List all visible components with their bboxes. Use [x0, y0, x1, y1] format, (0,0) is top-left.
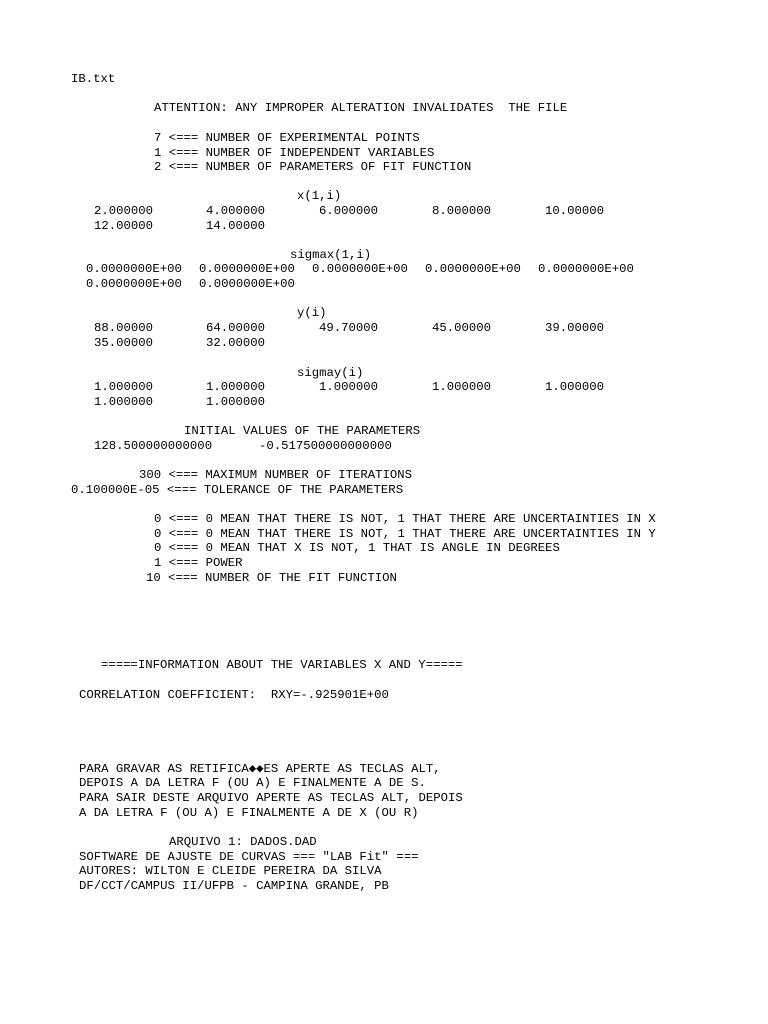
archive-line: ARQUIVO 1: DADOS.DAD [169, 835, 317, 849]
y-value: 64.00000 [206, 321, 266, 335]
x-value: 2.000000 [94, 204, 154, 218]
max-iterations-line: 300 <=== MAXIMUM NUMBER OF ITERATIONS [139, 468, 413, 482]
footer-line: SOFTWARE DE AJUSTE DE CURVAS === "LAB Fit" === [79, 850, 419, 864]
instruction-line: A DA LETRA F (OU A) E FINALMENTE A DE X (OU R) [79, 806, 419, 820]
instruction-line: DEPOIS A DA LETRA F (OU A) E FINALMENTE A DE S. [79, 776, 426, 790]
param-parameters: 2 <=== NUMBER OF PARAMETERS OF FIT FUNCTION [154, 160, 472, 174]
param-variables: 1 <=== NUMBER OF INDEPENDENT VARIABLES [154, 146, 435, 160]
sigmay-value: 1.000000 [545, 380, 605, 394]
y-value: 35.00000 [94, 336, 154, 350]
option-line: 0 <=== 0 MEAN THAT THERE IS NOT, 1 THAT THERE ARE UNCERTAINTIES IN Y [154, 527, 656, 541]
attention-line: ATTENTION: ANY IMPROPER ALTERATION INVALIDATES THE FILE [154, 101, 568, 115]
instruction-line: PARA GRAVAR AS RETIFICA◆◆ES APERTE AS TECLAS ALT, [79, 762, 441, 776]
option-line: 0 <=== 0 MEAN THAT THERE IS NOT, 1 THAT THERE ARE UNCERTAINTIES IN X [154, 512, 656, 526]
y-value: 32.00000 [206, 336, 266, 350]
sigmax-label: sigmax(1,i) [290, 248, 372, 262]
tolerance-line: 0.100000E-05 <=== TOLERANCE OF THE PARAMETERS [71, 483, 404, 497]
sigmax-value: 0.0000000E+00 [86, 262, 182, 276]
option-line: 10 <=== NUMBER OF THE FIT FUNCTION [146, 571, 397, 585]
option-line: 0 <=== 0 MEAN THAT X IS NOT, 1 THAT IS ANGLE IN DEGREES [154, 541, 560, 555]
footer-line: DF/CCT/CAMPUS II/UFPB - CAMPINA GRANDE, PB [79, 879, 389, 893]
x-label: x(1,i) [297, 189, 342, 203]
sigmax-value: 0.0000000E+00 [425, 262, 521, 276]
sigmax-value: 0.0000000E+00 [199, 277, 295, 291]
y-value: 49.70000 [319, 321, 379, 335]
filename: IB.txt [71, 72, 116, 86]
x-value: 10.00000 [545, 204, 605, 218]
sigmay-value: 1.000000 [206, 395, 266, 409]
sigmax-value: 0.0000000E+00 [538, 262, 634, 276]
info-header: =====INFORMATION ABOUT THE VARIABLES X AND Y===== [101, 658, 463, 672]
sigmay-value: 1.000000 [432, 380, 492, 394]
x-value: 14.00000 [206, 219, 266, 233]
y-label: y(i) [297, 306, 327, 320]
sigmax-value: 0.0000000E+00 [199, 262, 295, 276]
x-value: 6.000000 [319, 204, 379, 218]
sigmax-value: 0.0000000E+00 [86, 277, 182, 291]
y-value: 39.00000 [545, 321, 605, 335]
instruction-line: PARA SAIR DESTE ARQUIVO APERTE AS TECLAS ALT, DEPOIS [79, 791, 463, 805]
initial-value: -0.517500000000000 [259, 439, 392, 453]
sigmay-value: 1.000000 [206, 380, 266, 394]
option-line: 1 <=== POWER [154, 556, 243, 570]
footer-line: AUTORES: WILTON E CLEIDE PEREIRA DA SILVA [79, 864, 382, 878]
correlation-line: CORRELATION COEFFICIENT: RXY=-.925901E+00 [79, 688, 389, 702]
param-points: 7 <=== NUMBER OF EXPERIMENTAL POINTS [154, 131, 420, 145]
x-value: 4.000000 [206, 204, 266, 218]
initial-value: 128.500000000000 [94, 439, 213, 453]
sigmay-value: 1.000000 [319, 380, 379, 394]
y-value: 88.00000 [94, 321, 154, 335]
sigmay-label: sigmay(i) [297, 366, 364, 380]
sigmax-value: 0.0000000E+00 [312, 262, 408, 276]
x-value: 12.00000 [94, 219, 154, 233]
sigmay-value: 1.000000 [94, 395, 154, 409]
x-value: 8.000000 [432, 204, 492, 218]
sigmay-value: 1.000000 [94, 380, 154, 394]
y-value: 45.00000 [432, 321, 492, 335]
initial-values-label: INITIAL VALUES OF THE PARAMETERS [184, 424, 421, 438]
